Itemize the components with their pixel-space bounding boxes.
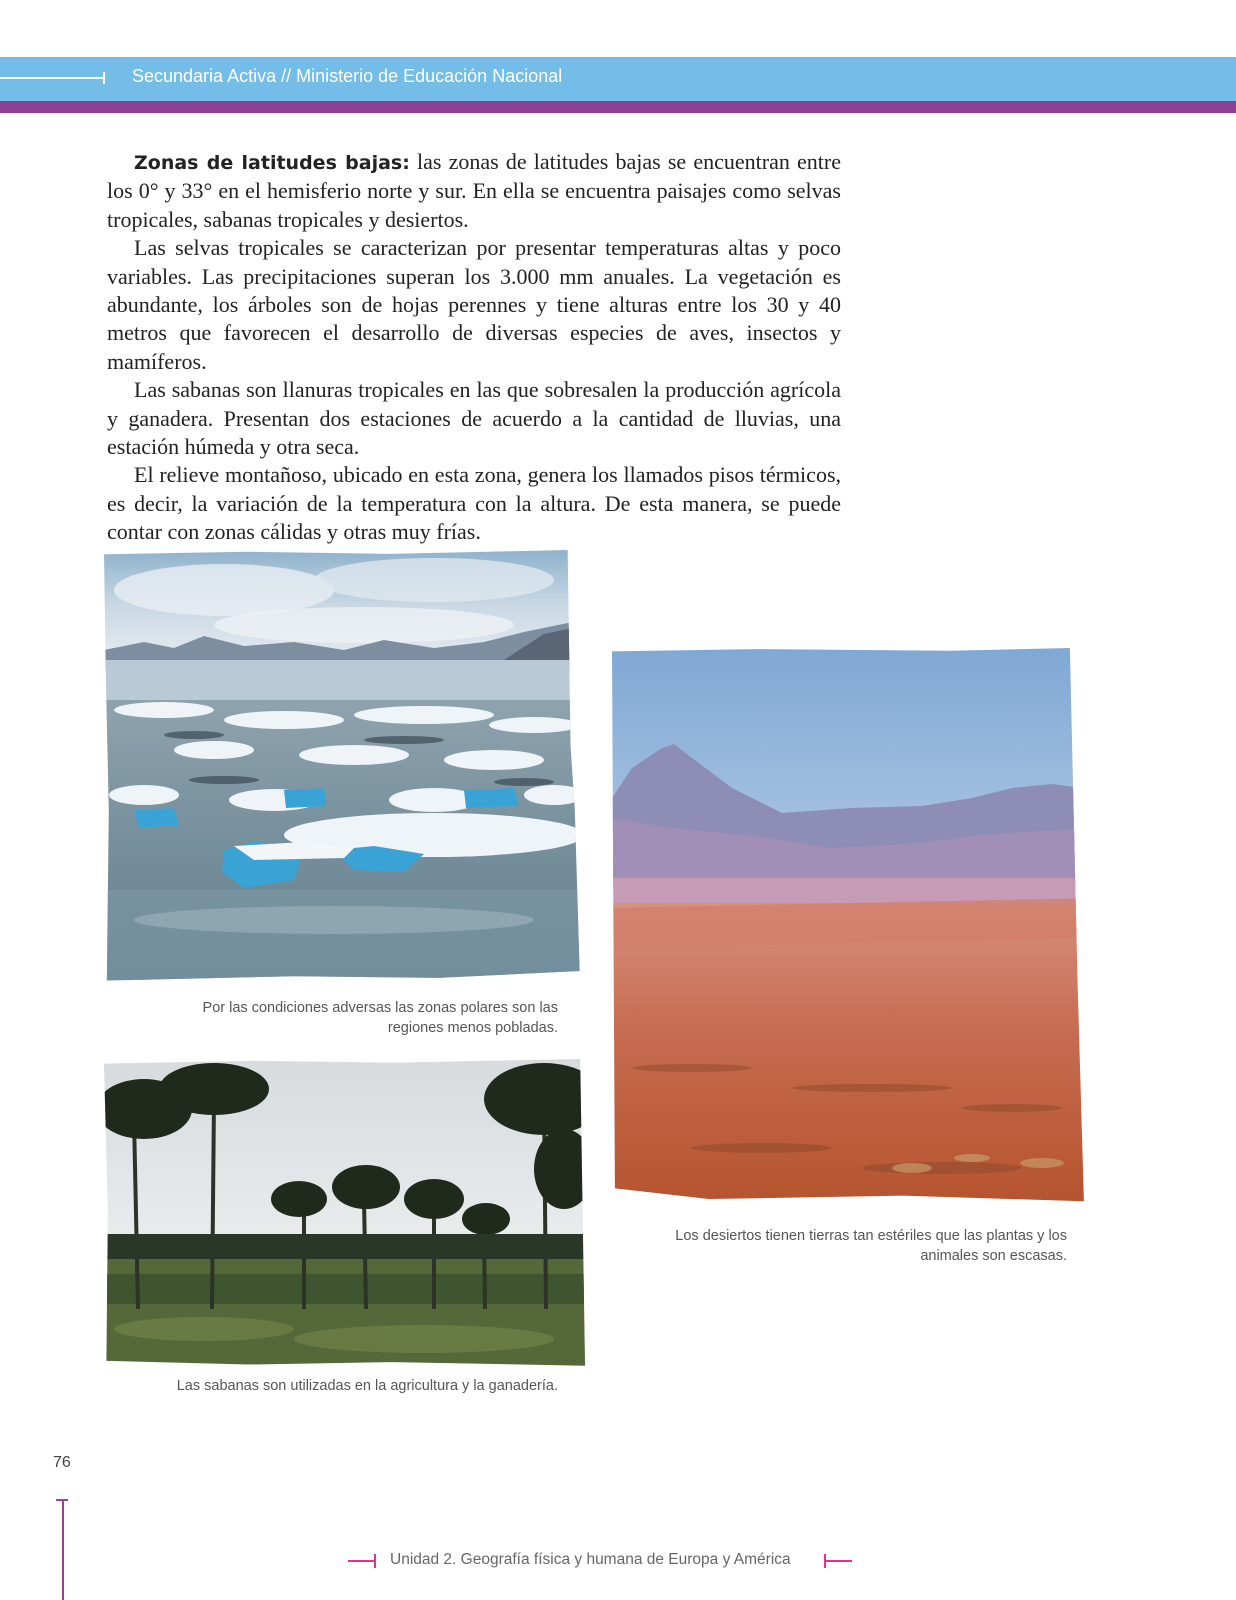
paragraph-low-latitudes: Zonas de latitudes bajas: las zonas de latitudes bajas se encuentran entre los 0° y 33° en el hemisferio norte y sur. En ella se encuentra paisajes como selvas tropicales, sabanas tropicales y desiertos. [107,149,841,232]
side-rule [62,1500,64,1600]
section-heading: Zonas de latitudes bajas: [134,152,410,174]
header-rule-tick [103,72,105,84]
header-accent-stripe [0,101,1236,113]
body-text [107,148,841,547]
paragraph-relief: El relieve montañoso, ubicado en esta zona, genera los llamados pisos térmicos, es decir, la variación de la temperatura con la altura. De esta manera, se puede contar con zonas cálidas y otras muy frías. [107,462,841,545]
glacier-caption: Por las condiciones adversas las zonas polares son las regiones menos pobladas. [202,1000,558,1036]
paragraph-rainforest: Las selvas tropicales se caracterizan por presentar temperaturas altas y poco variables. Las precipitaciones superan los 3.000 mm anuales. La vegetación es abundante, los árboles son de hojas perennes y tiene alturas entre los 30 y 40 metros que favorecen el desarrollo de diversas especies de aves, insectos y mamíferos. [107,235,841,374]
glacier-photo [104,550,582,984]
footer-rule-right [824,1560,852,1562]
header-title: Secundaria Activa // Ministerio de Educación Nacional [132,66,563,86]
savanna-photo [104,1059,586,1367]
footer-rule-left [348,1560,376,1562]
desert-photo [612,648,1096,1208]
footer-tick-left [374,1554,376,1568]
page-number: 76 [53,1454,71,1471]
paragraph-savanna: Las sabanas son llanuras tropicales en las que sobresalen la producción agrícola y ganadera. Presentan dos estaciones de acuerdo a la cantidad de lluvias, una estación húmeda y otra seca. [107,377,841,460]
savanna-caption: Las sabanas son utilizadas en la agricultura y la ganadería. [176,1378,558,1394]
footer-unit-title [390,1551,791,1569]
footer-title: Geografía física y humana de Europa y América [456,1551,791,1568]
desert-caption: Los desiertos tienen tierras tan estériles que las plantas y los animales son escasas. [675,1228,1067,1264]
footer-unit: Unidad 2. [390,1551,457,1568]
header-rule [0,77,104,79]
